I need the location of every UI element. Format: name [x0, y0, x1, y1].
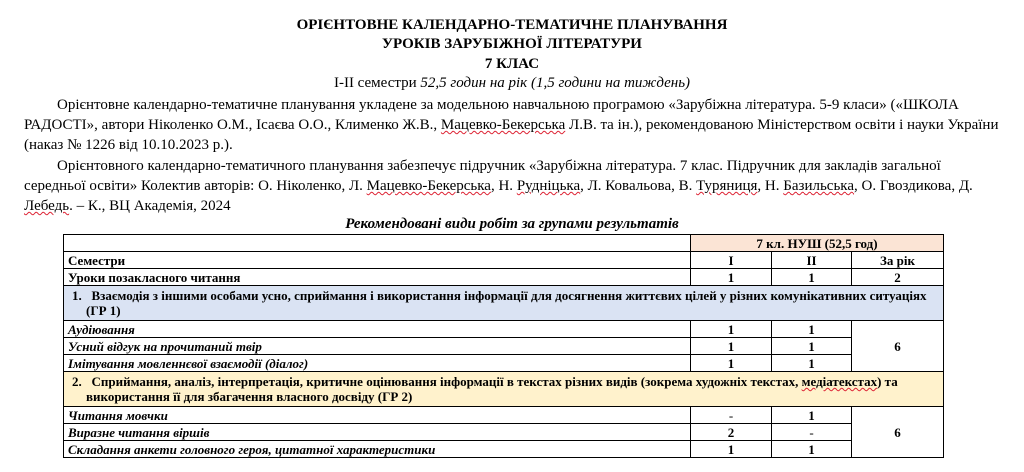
- group-2-row: [64, 372, 944, 407]
- table-row: [64, 441, 944, 458]
- para2-spell-1: Мацевко-Бекерська: [366, 178, 491, 194]
- para2-text-b: , Н.: [490, 178, 517, 194]
- hours-text: 52,5 годин на рік (1,5 години на тиждень): [416, 75, 691, 91]
- activity-label: Читання мовчки: [64, 407, 691, 424]
- para2-text-d: , Н.: [757, 178, 784, 194]
- extra-reading-label: Уроки позакласного читання: [64, 269, 691, 286]
- hours-line: [0, 74, 1024, 92]
- para1-text-a: Орієнтовне календарно-тематичне планування укладене за модельною навчальною програмою «Зарубіжна література. 5-9 класи» («ШКОЛА РАДОСТІ», автори Ніколенко О.М., Ісаєва О.О., Клименко Ж.В.,: [24, 97, 959, 133]
- activity-sem1: 1: [691, 355, 772, 372]
- extra-reading-year: 2: [852, 269, 944, 286]
- activity-sem2: 1: [772, 338, 852, 355]
- para2-spell-4: Базильська: [783, 178, 855, 194]
- per-year-header: За рік: [852, 252, 944, 269]
- activity-sem1: -: [691, 407, 772, 424]
- class-hours-text: 7 кл. НУШ (52,5 год): [756, 235, 878, 251]
- para2-spell-2: Рудніцька: [516, 178, 581, 194]
- para1-spell-1: Мацевко-Бекерська: [440, 117, 566, 133]
- group-1-total: 6: [852, 321, 944, 372]
- para2-spell-3: Туряниця: [696, 178, 758, 194]
- group-1-row: [64, 286, 944, 321]
- semesters-text: І-ІІ семестри: [333, 75, 417, 91]
- table-row: [64, 407, 944, 424]
- para2-text-a: Орієнтовного календарно-тематичного планування забезпечує підручник «Зарубіжна література. 7 клас. Підручник для закладів загальної середньої освіти» Колектив авторів: О. Ніколенко, Л.: [24, 158, 941, 194]
- semesters-label: Семестри: [64, 252, 691, 269]
- table-row: [64, 321, 944, 338]
- extra-reading-row: [64, 269, 944, 286]
- class-hours-header: [691, 235, 944, 252]
- table-head-row: [64, 235, 944, 252]
- document-grade: 7 КЛАС: [484, 56, 540, 72]
- results-table: [63, 234, 944, 458]
- para2-text-c: , Л. Ковальова, В.: [580, 178, 697, 194]
- group-2-num: 2.: [72, 374, 82, 389]
- document-title: ОРІЄНТОВНЕ КАЛЕНДАРНО-ТЕМАТИЧНЕ ПЛАНУВАННЯ: [296, 17, 728, 33]
- extra-reading-sem2: 1: [772, 269, 852, 286]
- activity-sem1: 1: [691, 321, 772, 338]
- group-2-text-a: Сприймання, аналіз, інтерпретація, критичне оцінювання інформації в текстах різних видів (зокрема художніх текстах,: [91, 374, 802, 389]
- activity-label: Усний відгук на прочитаний твір: [64, 338, 691, 355]
- group-1-num: 1.: [72, 288, 82, 303]
- semester-1-header: І: [691, 252, 772, 269]
- para2-text-e: , О. Гвоздикова, Д.: [854, 178, 973, 194]
- activity-sem1: 2: [691, 424, 772, 441]
- group-2-total: 6: [852, 407, 944, 458]
- activity-sem1: 1: [691, 338, 772, 355]
- document-subject: УРОКІВ ЗАРУБІЖНОЇ ЛІТЕРАТУРИ: [382, 36, 642, 52]
- empty-cell: [64, 235, 691, 252]
- group-2-text-b: ) та використання її для збагачення власного досвіду (ГР 2): [86, 374, 898, 404]
- activity-label: Виразне читання віршів: [64, 424, 691, 441]
- group-1-title: [64, 286, 944, 321]
- activity-label: Аудіювання: [64, 321, 691, 338]
- activity-sem2: 1: [772, 441, 852, 458]
- para1-text-b: Л.В. та ін.), рекомендованою Міністерством освіти і науки України (наказ № 1226 від 10.10.2023 р.).: [24, 117, 999, 153]
- table-row: [64, 424, 944, 441]
- extra-reading-sem1: 1: [691, 269, 772, 286]
- activity-label: Імітування мовленнєвої взаємодії (діалог): [64, 355, 691, 372]
- semesters-row: [64, 252, 944, 269]
- program-paragraph: [24, 95, 1002, 155]
- para2-spell-5: Лебедь: [24, 198, 70, 214]
- group-2-spell: медіатекстах: [801, 374, 878, 389]
- para2-text-f: . – К., ВЦ Академія, 2024: [69, 198, 231, 214]
- group-2-title: [64, 372, 944, 407]
- activity-label: Складання анкети головного героя, цитатної характеристики: [64, 441, 691, 458]
- activity-sem2: 1: [772, 321, 852, 338]
- group-1-text: Взаємодія з іншими особами усно, сприймання і використання інформації для досягнення життєвих цілей у різних комунікативних ситуаціях (ГР 1): [86, 288, 927, 318]
- activity-sem1: 1: [691, 441, 772, 458]
- semester-2-header: ІІ: [772, 252, 852, 269]
- recommended-heading: Рекомендовані види робіт за групами результатів: [345, 216, 679, 232]
- activity-sem2: 1: [772, 407, 852, 424]
- textbook-paragraph: [24, 156, 1002, 216]
- table-row: [64, 338, 944, 355]
- activity-sem2: 1: [772, 355, 852, 372]
- activity-sem2: -: [772, 424, 852, 441]
- table-row: [64, 355, 944, 372]
